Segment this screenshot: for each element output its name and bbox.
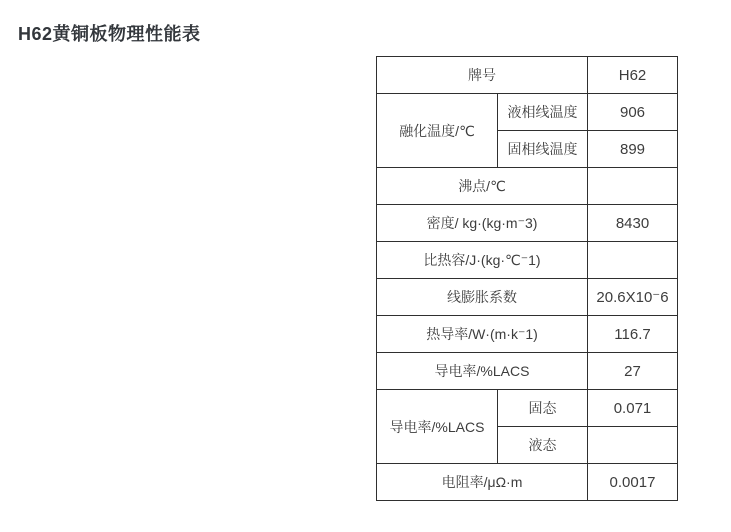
brand-value-cell: H62 [588, 57, 678, 94]
specific-heat-label-cell: 比热容/J·(kg·℃⁻1) [377, 242, 588, 279]
table-row-boiling [377, 168, 678, 205]
solidus-value-cell: 899 [588, 131, 678, 168]
solid-state-value-cell: 0.071 [588, 390, 678, 427]
thermal-conductivity-label-cell: 热导率/W·(m·k⁻1) [377, 316, 588, 353]
table-row-resistivity [377, 464, 678, 501]
conductivity-states-group-label-cell: 导电率/%LACS [377, 390, 498, 464]
resistivity-label-cell: 电阻率/μΩ·m [377, 464, 588, 501]
table-row-density [377, 205, 678, 242]
resistivity-value-cell: 0.0017 [588, 464, 678, 501]
electrical-conductivity-label-cell: 导电率/%LACS [377, 353, 588, 390]
physical-properties-table [376, 56, 678, 501]
specific-heat-value-cell [588, 242, 678, 279]
linear-expansion-label-cell: 线膨胀系数 [377, 279, 588, 316]
liquidus-label-cell: 液相线温度 [498, 94, 588, 131]
boiling-value-cell [588, 168, 678, 205]
liquid-state-value-cell [588, 427, 678, 464]
solidus-label-cell: 固相线温度 [498, 131, 588, 168]
brand-label-cell: 牌号 [377, 57, 588, 94]
table-row-electrical-conductivity [377, 353, 678, 390]
liquid-state-label-cell: 液态 [498, 427, 588, 464]
linear-expansion-value-cell: 20.6X10⁻6 [588, 279, 678, 316]
table-row-brand [377, 57, 678, 94]
table-row-conductivity-solid [377, 390, 678, 427]
electrical-conductivity-value-cell: 27 [588, 353, 678, 390]
table-row-melting-liquidus [377, 94, 678, 131]
liquidus-value-cell: 906 [588, 94, 678, 131]
density-value-cell: 8430 [588, 205, 678, 242]
density-label-cell: 密度/ kg·(kg·m⁻3) [377, 205, 588, 242]
boiling-label-cell: 沸点/℃ [377, 168, 588, 205]
page-title: H62黄铜板物理性能表 [18, 24, 201, 44]
table-row-specific-heat [377, 242, 678, 279]
melting-group-label-cell: 融化温度/℃ [377, 94, 498, 168]
table-row-thermal-conductivity [377, 316, 678, 353]
thermal-conductivity-value-cell: 116.7 [588, 316, 678, 353]
solid-state-label-cell: 固态 [498, 390, 588, 427]
table-row-linear-expansion [377, 279, 678, 316]
